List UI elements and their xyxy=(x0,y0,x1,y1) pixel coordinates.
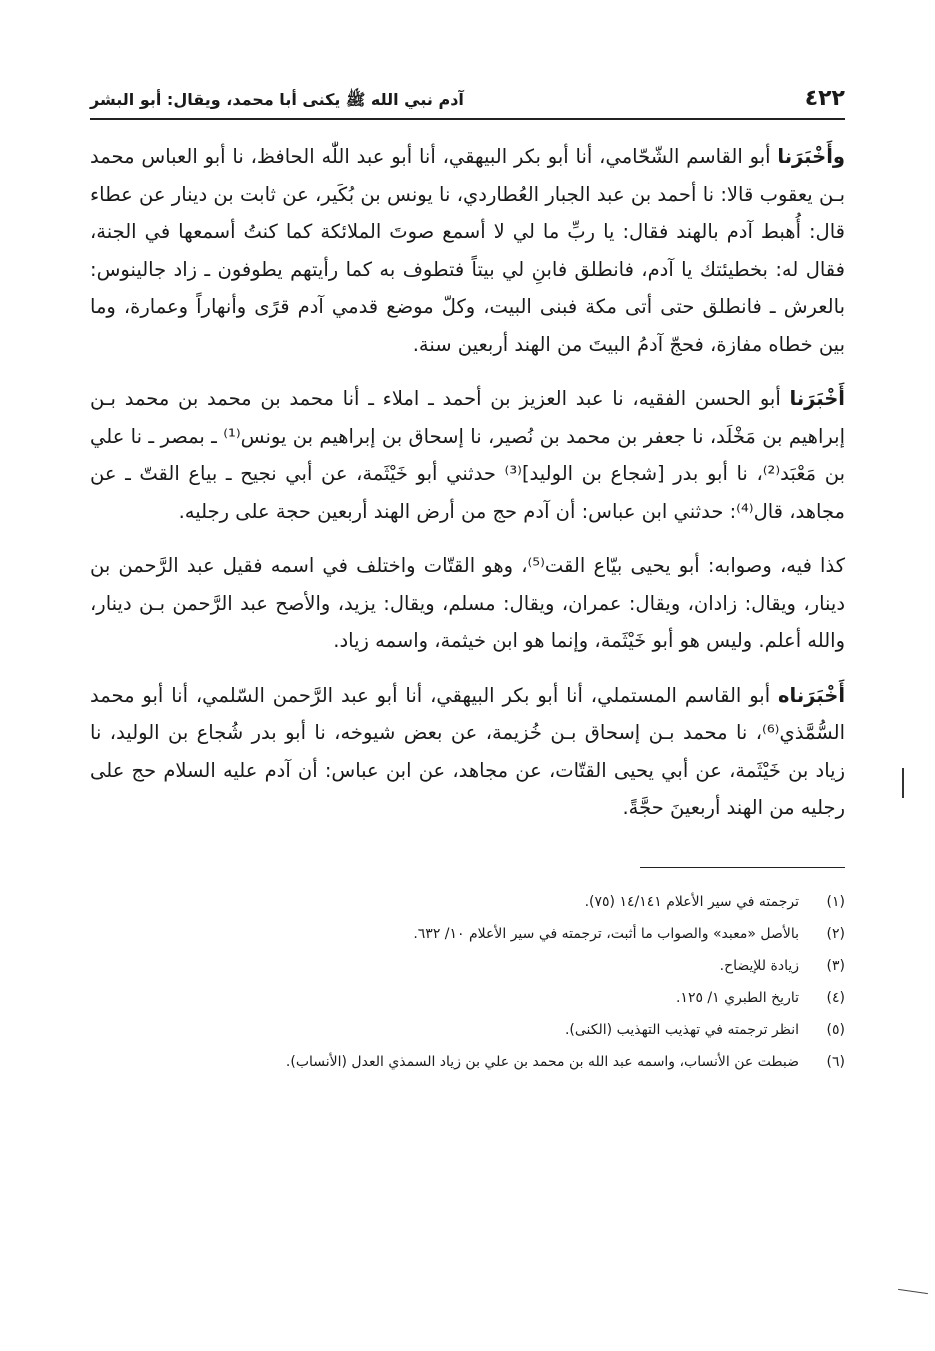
footnote-item xyxy=(90,982,845,1014)
paragraph-lead: أَخْبَرَنا xyxy=(789,387,845,410)
paragraph-text: أبو القاسم الشّحّامي، أنا أبو بكر البيهقي، أنا أبو عبد اللّٰه الحافظ، نا أبو العباس محمد بـن يعقوب قالا: نا أحمد بن عبد الجبار العُطاردي، نا يونس بن بُكَير، عن ثابت بن دينار عن عطاء قال: أُهبط آدم بالهند فقال: يا ربِّ ما لي لا أسمع صوتَ الملائكة كما كنتُ أسمعها في الجنة، فقال له: بخطيئتك يا آدم، فانطلق فابنِ لي بيتاً فتطوف به كما رأيتهم يطوفون ـ زاد جالينوس: بالعرش ـ فانطلق حتى أتى مكة فبنى البيت، وكلّ موضع قدمي آدم قرًى وأنهاراً وعمارة، وما بين خطاه مفازة، فحجّ آدمُ البيتَ من الهند أربعين سنة. xyxy=(90,145,845,356)
footnote-item xyxy=(90,950,845,982)
footnote-text: بالأصل «معبد» والصواب ما أثبت، ترجمته في سير الأعلام ١٠/ ٦٣٢. xyxy=(413,925,799,942)
paragraph-text: كذا فيه، وصوابه: أبو يحيى بيّاع القت⁽⁵⁾، وهو القتّات واختلف في اسمه فقيل عبد الرَّحمن بن دينار، ويقال: زادان، ويقال: عمران، ويقال: مسلم، ويقال: يزيد، والأصح عبد الرَّحمن بـن دينار، والله أعلم. وليس هو أبو خَيْثَمة، وإنما هو ابن خيثمة، واسمه زياد. xyxy=(90,554,845,652)
footnote-item xyxy=(90,1046,845,1078)
paragraph-text: أبو الحسن الفقيه، نا عبد العزيز بن أحمد ـ املاء ـ أنا محمد بن محمد بن محمد بـن إبراهيم بن مَخْلَد، نا جعفر بن محمد بن نُصير، نا إسحاق بن إبراهيم بن يونس⁽¹⁾ ـ بمصر ـ نا علي بن مَعْبَد⁽²⁾، نا أبو بدر [شجاع بن الوليد]⁽³⁾ حدثني أبو خَيْثَمة، عن أبي نجيح ـ بياع القتّ ـ عن مجاهد، قال⁽⁴⁾: حدثني ابن عباس: أن آدم حج من أرض الهند أربعين حجة على رجليه. xyxy=(90,387,845,523)
footnote-text: انظر ترجمته في تهذيب التهذيب (الكنى). xyxy=(564,1021,799,1038)
footnote-number: (١) xyxy=(826,893,845,910)
footnote-text: زيادة للإيضاح. xyxy=(719,957,799,974)
footnotes xyxy=(90,886,845,1078)
footnote-number: (٢) xyxy=(826,925,845,942)
paragraph-lead: وأَخْبَرَنا xyxy=(777,145,845,168)
paragraph-4 xyxy=(90,677,845,827)
footnote-number: (٥) xyxy=(826,1021,845,1038)
footnote-text: تاريخ الطبري ١/ ١٢٥. xyxy=(675,989,799,1006)
page-header xyxy=(90,78,845,120)
book-page xyxy=(90,78,845,1078)
paragraph-text: أبو القاسم المستملي، أنا أبو بكر البيهقي، أنا أبو عبد الرَّحمن السّلمي، أنا أبو محمد السُّمَّذي⁽⁶⁾، نا محمد بـن إسحاق بـن خُزيمة، عن بعض شيوخه، نا أبو بدر شُجاع بن الوليد، نا زياد بن خَيْثَمة، عن أبي يحيى القتّات، عن مجاهد، عن ابن عباس: أن آدم عليه السلام حج على رجليه من الهند أربعينَ حجَّةً. xyxy=(90,683,845,819)
corner-scan-mark xyxy=(898,1289,928,1294)
paragraph-2 xyxy=(90,380,845,530)
footnote-text: ضبطت عن الأنساب، واسمه عبد الله بن محمد بن علي بن زياد السمذي العدل (الأنساب). xyxy=(285,1053,799,1070)
paragraph-lead: أَخْبَرَناه xyxy=(778,683,845,707)
footnote-number: (٦) xyxy=(826,1053,845,1070)
main-text xyxy=(90,138,845,827)
footnote-separator xyxy=(640,867,845,868)
page-number: ٤٢٢ xyxy=(804,86,845,111)
margin-pencil-mark xyxy=(902,768,904,798)
footnote-item xyxy=(90,1014,845,1046)
footnote-item xyxy=(90,918,845,950)
footnote-item xyxy=(90,886,845,918)
footnote-text: ترجمته في سير الأعلام ١٤/١٤١ (٧٥). xyxy=(584,893,799,910)
footnote-number: (٣) xyxy=(826,957,845,974)
paragraph-3 xyxy=(90,547,845,660)
paragraph-1 xyxy=(90,138,845,363)
running-head: آدم نبي الله ﷺ يكنى أبا محمد، ويقال: أبو البشر xyxy=(90,90,464,109)
footnote-number: (٤) xyxy=(826,989,845,1006)
